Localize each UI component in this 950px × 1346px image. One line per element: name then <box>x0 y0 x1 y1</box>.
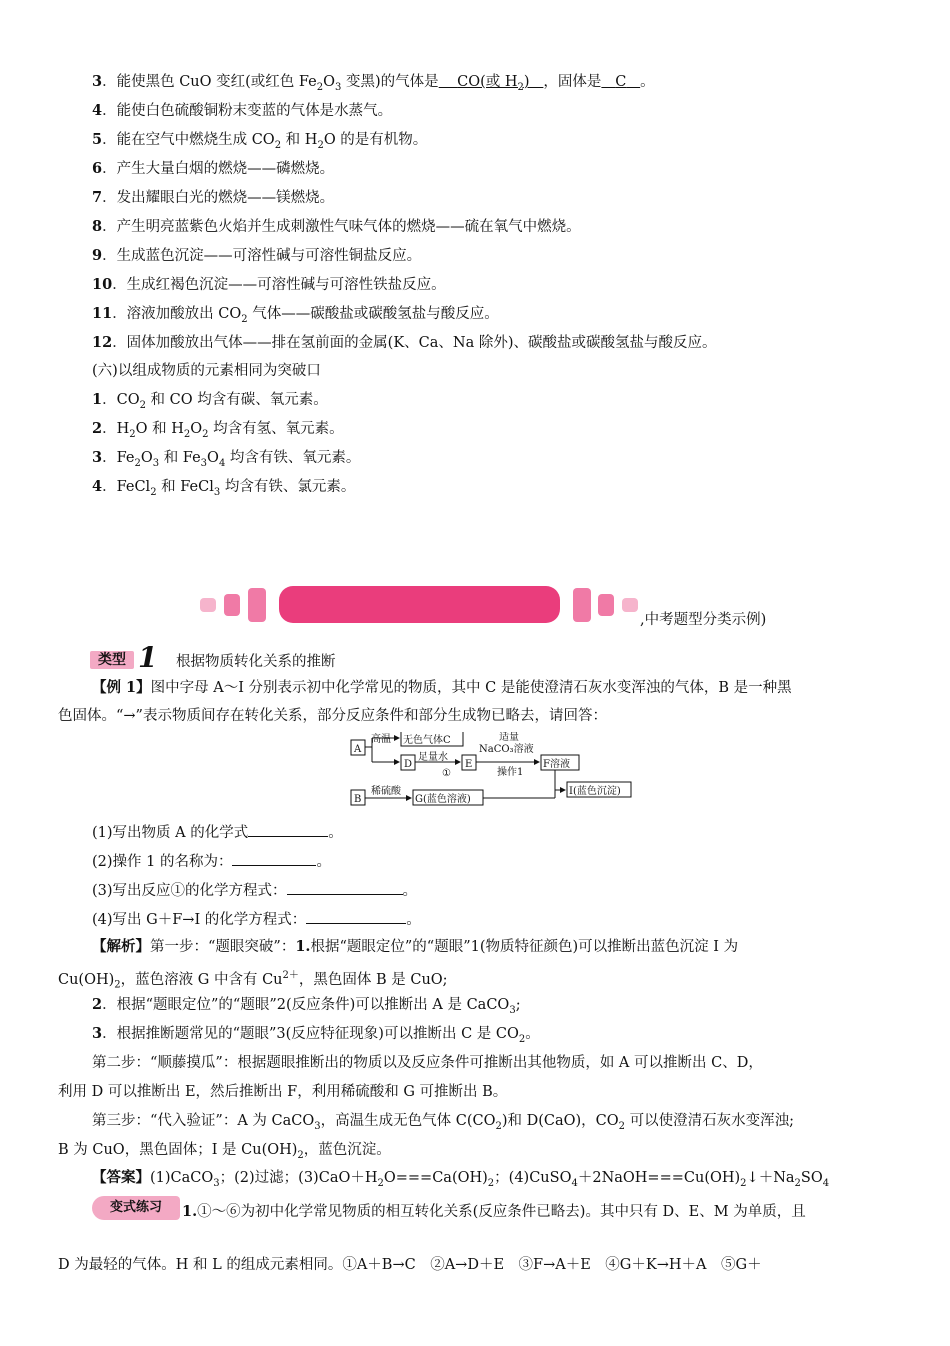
cond-acid: 稀硫酸 <box>371 786 401 797</box>
list-item-6: 6．产生大量白烟的燃烧——磷燃烧。 <box>92 160 335 177</box>
list-item: 3．$Fe_2O_3$ 和 $Fe_3O_4$ 均含有铁、氧元素。 <box>92 449 361 469</box>
answer-blank[interactable] <box>306 909 406 924</box>
practice-paragraph-cont: D 为最轻的气体。H 和 L 的组成元素相同。①A＋B→C ②A→D＋E ③F→A＋E ④G＋K→H＋A ⑤G＋ <box>58 1257 762 1273</box>
analysis-step: 2．根据“题眼定位”的“题眼”2(反应条件)可以推断出 A 是 CaCO$_3$; <box>92 996 521 1016</box>
analysis-paragraph: 【解析】第一步：“题眼突破”：1.根据“题眼定位”的“题眼”1(物质特征颜色)可以推断出蓝色沉淀 I 为 <box>92 938 739 955</box>
list-item: 2．$H_2O$ 和 $H_2O_2$ 均含有氢、氧元素。 <box>92 420 344 440</box>
node-d: D <box>404 759 413 770</box>
banner-decoration <box>224 594 240 616</box>
list-item-3: 3．能使黑色 CuO 变红(或红色 $Fe_2O_3$ 变黑)的气体是 CO(或 $H_2$) ，固体是 C 。 <box>92 73 655 93</box>
type-title: 根据物质转化关系的推断 <box>176 654 336 670</box>
type-tag <box>90 641 160 674</box>
cond-solution: NaCO₃溶液 <box>479 744 534 755</box>
node-b: B <box>354 794 362 805</box>
list-item-8: 8．产生明亮蓝紫色火焰并生成刺激性气味气体的燃烧——硫在氧气中燃烧。 <box>92 218 581 235</box>
banner-decoration <box>200 598 216 612</box>
node-f: F溶液 <box>543 759 570 770</box>
practice-paragraph: 1.①～⑥为初中化学常见物质的相互转化关系(反应条件已略去)。其中只有 D、E、M 为单质，且 <box>182 1203 806 1220</box>
banner-decoration <box>248 588 266 622</box>
analysis-step-2-cont: 利用 D 可以推断出 E，然后推断出 F，利用稀硫酸和 G 可推断出 B。 <box>58 1084 508 1100</box>
list-item-5: 5．能在空气中燃烧生成 $CO_2$ 和 $H_2O$ 的是有机物。 <box>92 131 428 151</box>
list-item-11: 11．溶液加酸放出 $CO_2$ 气体——碳酸盐或碳酸氢盐与酸反应。 <box>92 305 499 325</box>
banner-pill <box>279 586 560 623</box>
cond-amount: 适量 <box>499 732 519 743</box>
list-item-12: 12．固体加酸放出气体——排在氢前面的金属(K、Ca、Na 除外)、碳酸盐或碳酸氢盐与酸反应。 <box>92 334 717 351</box>
node-c: 无色气体C <box>403 735 451 746</box>
example-paragraph-cont: 色固体。“→”表示物质间存在转化关系，部分反应条件和部分生成物已略去，请回答： <box>58 708 607 724</box>
question-4: (4)写出 G＋F→I 的化学方程式： 。 <box>92 909 421 930</box>
analysis-step: 3．根据推断题常见的“题眼”3(反应特征现象)可以推断出 C 是 $CO_2$。 <box>92 1025 540 1045</box>
answer-paragraph: 【答案】(1)CaCO$_3$；(2)过滤；$(3)CaO+H_2O===Ca(OH)_2$；$(4)CuSO_4+2NaOH===Cu(OH)_2↓+Na_2SO_4$ <box>92 1169 830 1189</box>
answer-blank-1: CO(或 $H_2$) <box>457 74 530 93</box>
cond-operation: 操作1 <box>497 767 524 778</box>
cond-water: 足量水 <box>418 752 448 763</box>
answer-blank-2: C <box>615 74 627 90</box>
answer-blank[interactable] <box>248 822 328 837</box>
node-e: E <box>465 759 473 770</box>
list-item: 4．FeCl$_2$ 和 FeCl$_3$ 均含有铁、氯元素。 <box>92 478 356 498</box>
node-g: G(蓝色溶液) <box>415 794 471 805</box>
list-item-9: 9．生成蓝色沉淀——可溶性碱与可溶性铜盐反应。 <box>92 247 422 264</box>
answer-blank[interactable] <box>232 851 316 866</box>
question-1: (1)写出物质 A 的化学式 。 <box>92 822 343 843</box>
list-item-7: 7．发出耀眼白光的燃烧——镁燃烧。 <box>92 189 335 206</box>
analysis-step-3: 第三步：“代入验证”：A 为 CaCO$_3$，高温生成无色气体 $C(CO_2)$和 D(CaO)，$CO_2$ 可以使澄清石灰水变浑浊; <box>92 1113 795 1132</box>
banner-decoration <box>622 598 638 612</box>
node-a: A <box>354 744 362 755</box>
type-number: 1 <box>138 641 158 674</box>
banner-text: ,中考题型分类示例) <box>640 612 767 628</box>
banner-decoration <box>598 594 614 616</box>
answer-blank[interactable] <box>287 880 403 895</box>
question-3: (3)写出反应①的化学方程式： 。 <box>92 880 417 901</box>
question-2: (2)操作 1 的名称为： 。 <box>92 851 331 872</box>
list-item-4: 4．能使白色硫酸铜粉末变蓝的气体是水蒸气。 <box>92 102 393 119</box>
section-banner <box>0 586 950 626</box>
type-label: 类型 <box>90 651 134 669</box>
section-heading: (六)以组成物质的元素相同为突破口 <box>92 363 321 379</box>
analysis-paragraph-cont: $Cu(OH)_2$，蓝色溶液 G 中含有 $Cu^{2+}$，黑色固体 B 是 CuO; <box>58 970 448 991</box>
analysis-step-3-cont: B 为 CuO，黑色固体；I 是 $Cu(OH)_2$，蓝色沉淀。 <box>58 1142 391 1161</box>
practice-tag: 变式练习 <box>92 1196 180 1220</box>
banner-decoration <box>573 588 591 622</box>
list-item-10: 10．生成红褐色沉淀——可溶性碱与可溶性铁盐反应。 <box>92 276 446 293</box>
node-i: I(蓝色沉淀) <box>569 786 621 797</box>
example-paragraph: 【例 1】图中字母 A～I 分别表示初中化学常见的物质，其中 C 是能使澄清石灰水变浑浊的气体，B 是一种黑 <box>92 679 792 696</box>
conversion-diagram <box>345 732 635 812</box>
cond-high-temp: 高温 <box>371 734 391 745</box>
analysis-step-2: 第二步：“顺藤摸瓜”：根据题眼推断出的物质以及反应条件可推断出其他物质，如 A 可以推断出 C、D， <box>92 1055 763 1071</box>
list-item: 1．$CO_2$ 和 CO 均含有碳、氧元素。 <box>92 391 328 411</box>
cond-reaction-1: ① <box>442 768 451 779</box>
